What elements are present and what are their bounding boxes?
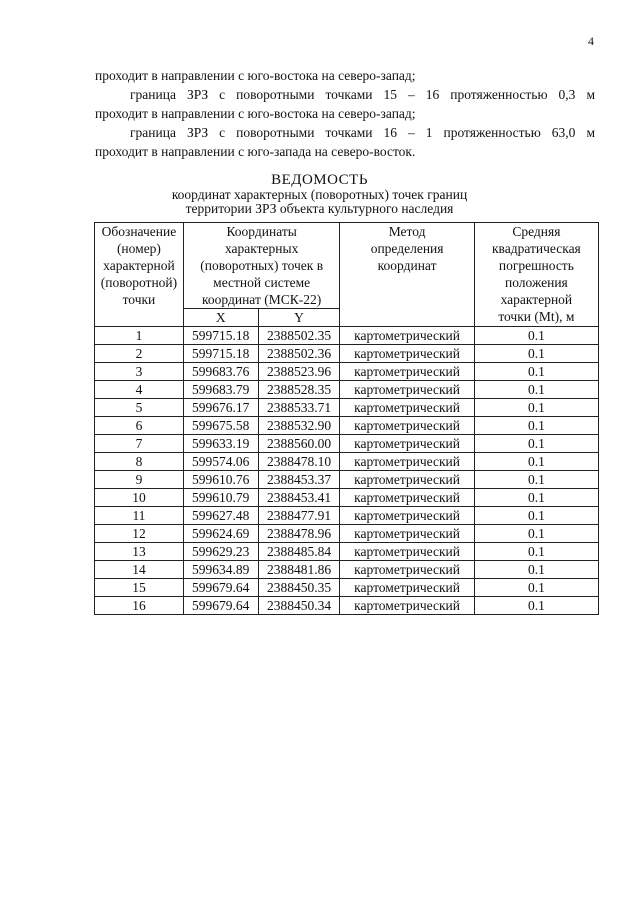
cell-method: картометрический	[340, 399, 474, 417]
cell-y: 2388450.34	[258, 597, 340, 615]
cell-method: картометрический	[340, 489, 474, 507]
cell-y: 2388453.37	[258, 471, 340, 489]
table-row	[95, 417, 599, 435]
cell-x: 599683.79	[183, 381, 258, 399]
cell-point-number: 5	[95, 399, 184, 417]
cell-x: 599634.89	[183, 561, 258, 579]
cell-x: 599624.69	[183, 525, 258, 543]
table-row	[95, 597, 599, 615]
cell-x: 599679.64	[183, 579, 258, 597]
cell-error: 0.1	[474, 435, 598, 453]
cell-y: 2388533.71	[258, 399, 340, 417]
cell-error: 0.1	[474, 327, 598, 345]
cell-point-number: 11	[95, 507, 184, 525]
paragraph-line: граница ЗРЗ с поворотными точками 15 – 16 протяженностью 0,3 м	[130, 87, 595, 102]
cell-method: картометрический	[340, 381, 474, 399]
header-y: Y	[258, 309, 340, 327]
cell-method: картометрический	[340, 597, 474, 615]
cell-error: 0.1	[474, 399, 598, 417]
cell-y: 2388478.96	[258, 525, 340, 543]
cell-y: 2388477.91	[258, 507, 340, 525]
cell-point-number: 16	[95, 597, 184, 615]
header-text: местной системе	[213, 275, 311, 290]
cell-y: 2388523.96	[258, 363, 340, 381]
cell-method: картометрический	[340, 471, 474, 489]
cell-error: 0.1	[474, 471, 598, 489]
header-text: Метод	[388, 224, 426, 239]
cell-y: 2388481.86	[258, 561, 340, 579]
header-text: определения	[370, 241, 444, 256]
header-text: точки (Mt), м	[498, 309, 575, 324]
cell-error: 0.1	[474, 561, 598, 579]
document-title	[0, 172, 639, 216]
cell-error: 0.1	[474, 543, 598, 561]
cell-error: 0.1	[474, 417, 598, 435]
table-row	[95, 399, 599, 417]
table-row	[95, 327, 599, 345]
cell-point-number: 10	[95, 489, 184, 507]
cell-method: картометрический	[340, 417, 474, 435]
cell-x: 599629.23	[183, 543, 258, 561]
cell-method: картометрический	[340, 561, 474, 579]
cell-method: картометрический	[340, 543, 474, 561]
header-text: положения	[505, 275, 568, 290]
cell-method: картометрический	[340, 453, 474, 471]
cell-point-number: 14	[95, 561, 184, 579]
table-row	[95, 453, 599, 471]
cell-x: 599715.18	[183, 327, 258, 345]
header-x: X	[183, 309, 258, 327]
cell-x: 599610.76	[183, 471, 258, 489]
table-row	[95, 525, 599, 543]
cell-x: 599715.18	[183, 345, 258, 363]
table-row	[95, 345, 599, 363]
table-row	[95, 489, 599, 507]
cell-method: картометрический	[340, 435, 474, 453]
header-error	[474, 223, 598, 327]
header-method	[340, 223, 474, 327]
cell-x: 599683.76	[183, 363, 258, 381]
header-text: координат (МСК-22)	[202, 292, 322, 307]
cell-method: картометрический	[340, 507, 474, 525]
cell-point-number: 13	[95, 543, 184, 561]
cell-point-number: 3	[95, 363, 184, 381]
header-text: погрешность	[498, 258, 574, 273]
table-row	[95, 381, 599, 399]
cell-point-number: 6	[95, 417, 184, 435]
cell-y: 2388502.36	[258, 345, 340, 363]
title-line-2: территории ЗРЗ объекта культурного наследия	[185, 201, 454, 216]
cell-point-number: 1	[95, 327, 184, 345]
title-heading: ВЕДОМОСТЬ	[271, 172, 368, 188]
cell-point-number: 9	[95, 471, 184, 489]
table-row	[95, 561, 599, 579]
cell-x: 599675.58	[183, 417, 258, 435]
cell-x: 599676.17	[183, 399, 258, 417]
header-text: (поворотной)	[100, 275, 178, 290]
cell-error: 0.1	[474, 525, 598, 543]
cell-method: картометрический	[340, 345, 474, 363]
cell-point-number: 8	[95, 453, 184, 471]
header-point	[95, 223, 184, 327]
cell-method: картометрический	[340, 327, 474, 345]
cell-method: картометрический	[340, 363, 474, 381]
cell-error: 0.1	[474, 345, 598, 363]
coordinates-table	[94, 222, 599, 615]
header-text: координат	[377, 258, 437, 273]
title-line-1: координат характерных (поворотных) точек границ	[171, 187, 468, 202]
cell-y: 2388560.00	[258, 435, 340, 453]
cell-y: 2388532.90	[258, 417, 340, 435]
cell-point-number: 15	[95, 579, 184, 597]
cell-point-number: 2	[95, 345, 184, 363]
page-number: 4	[588, 34, 594, 48]
cell-error: 0.1	[474, 507, 598, 525]
table-row	[95, 363, 599, 381]
header-text: (номер)	[116, 241, 161, 256]
header-coordinates	[183, 223, 340, 309]
table-row	[95, 507, 599, 525]
cell-y: 2388453.41	[258, 489, 340, 507]
table-row	[95, 435, 599, 453]
header-text: Обозначение	[101, 224, 177, 239]
cell-point-number: 12	[95, 525, 184, 543]
cell-y: 2388502.35	[258, 327, 340, 345]
table-row	[95, 579, 599, 597]
paragraph-line: проходит в направлении с юго-запада на северо-восток.	[95, 144, 416, 159]
cell-error: 0.1	[474, 489, 598, 507]
cell-error: 0.1	[474, 453, 598, 471]
cell-x: 599633.19	[183, 435, 258, 453]
header-text: Средняя	[512, 224, 561, 239]
cell-x: 599679.64	[183, 597, 258, 615]
table-row	[95, 543, 599, 561]
header-text: Координаты	[226, 224, 297, 239]
cell-y: 2388485.84	[258, 543, 340, 561]
header-text: характерных	[224, 241, 299, 256]
cell-x: 599610.79	[183, 489, 258, 507]
cell-error: 0.1	[474, 381, 598, 399]
cell-error: 0.1	[474, 597, 598, 615]
cell-x: 599574.06	[183, 453, 258, 471]
cell-x: 599627.48	[183, 507, 258, 525]
paragraph-line: проходит в направлении с юго-востока на северо-запад;	[95, 68, 416, 83]
cell-y: 2388450.35	[258, 579, 340, 597]
paragraph-line: проходит в направлении с юго-востока на северо-запад;	[95, 106, 416, 121]
cell-error: 0.1	[474, 579, 598, 597]
header-text: характерной	[103, 258, 175, 273]
cell-error: 0.1	[474, 363, 598, 381]
table-row	[95, 471, 599, 489]
paragraph-line: граница ЗРЗ с поворотными точками 16 – 1 протяженностью 63,0 м	[130, 125, 595, 140]
header-text: (поворотных) точек в	[200, 258, 324, 273]
cell-y: 2388528.35	[258, 381, 340, 399]
cell-method: картометрический	[340, 525, 474, 543]
cell-point-number: 4	[95, 381, 184, 399]
cell-point-number: 7	[95, 435, 184, 453]
header-text: характерной	[500, 292, 573, 307]
header-text: точки	[122, 292, 156, 307]
header-text: квадратическая	[491, 241, 581, 256]
cell-y: 2388478.10	[258, 453, 340, 471]
cell-method: картометрический	[340, 579, 474, 597]
